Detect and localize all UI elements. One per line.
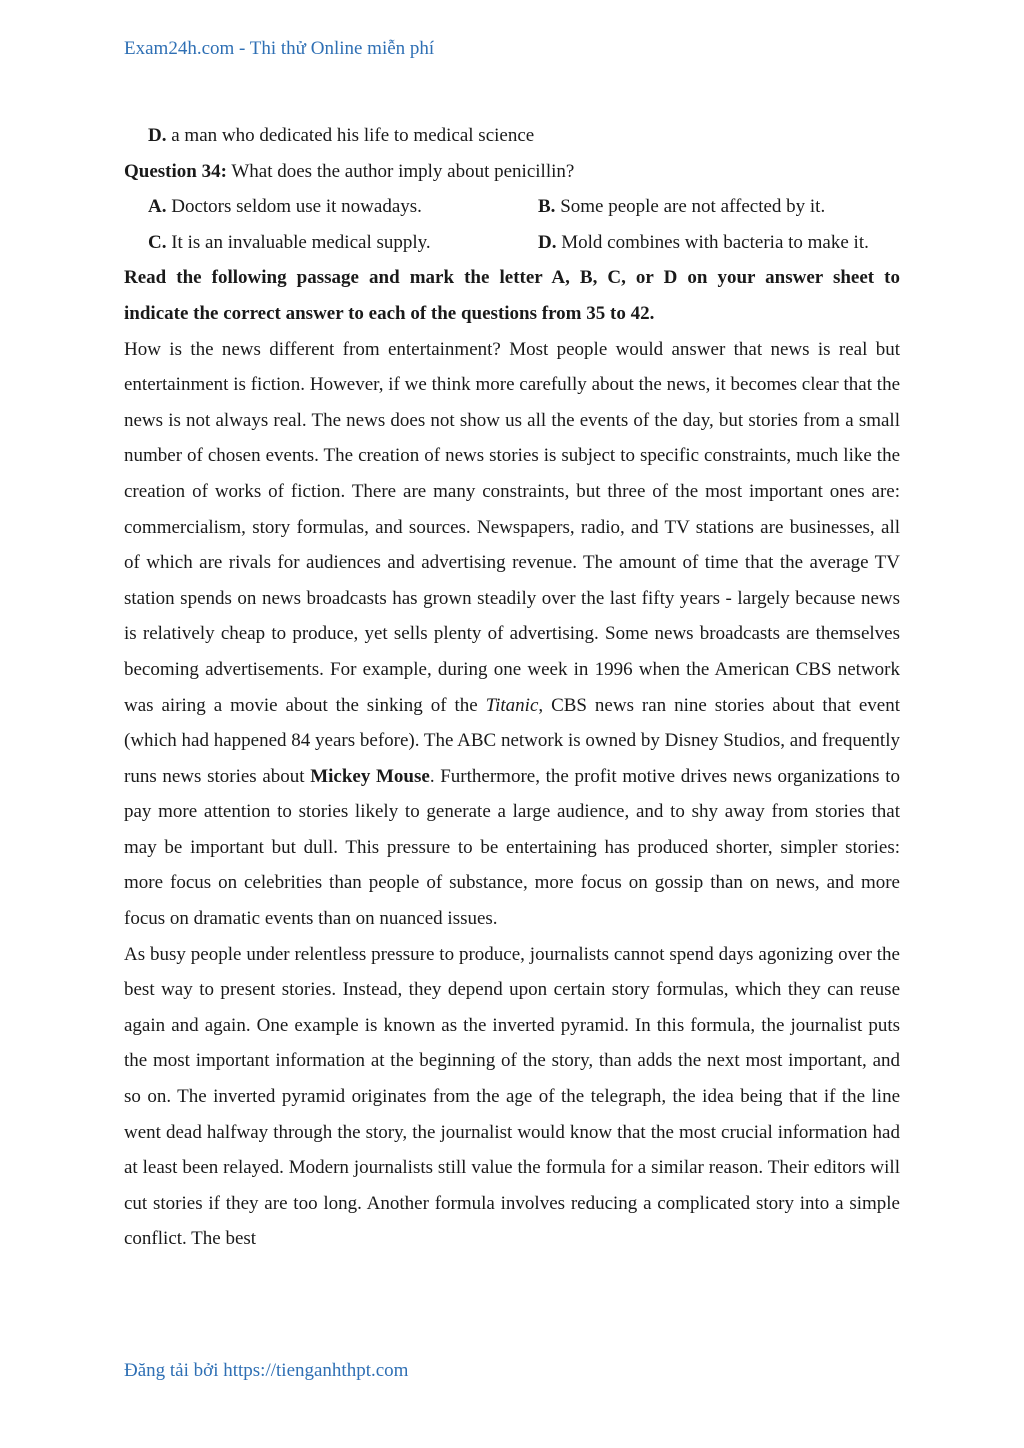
instruction-line-1: Read the following passage and mark the letter A, B, C, or D on your answer sheet to xyxy=(124,267,900,289)
options-row-1 xyxy=(124,189,900,225)
paragraph-text: . Furthermore, the profit motive drives news organizations to pay more attention to stories likely to generate a large audience, and to shy away from stories that may be important but dull. This pressure to be entertaining has produced shorter, simpler stories: more focus on celebrities than people of substance, more focus on gossip than on news, and more focus on dramatic events than on nuanced issues. xyxy=(124,765,900,930)
option-a xyxy=(124,189,538,225)
option-text: Some people are not affected by it. xyxy=(555,196,826,218)
question-34 xyxy=(124,154,900,190)
page-header: Exam24h.com - Thi thử Online miễn phí xyxy=(124,38,435,59)
document-body xyxy=(124,118,900,1257)
option-text: Mold combines with bacteria to make it. xyxy=(556,231,869,253)
option-text: It is an invaluable medical supply. xyxy=(166,231,431,253)
option-b xyxy=(538,189,900,225)
option-text: Doctors seldom use it nowadays. xyxy=(166,196,422,218)
question-text: What does the author imply about penicillin? xyxy=(226,160,575,182)
option-letter: B. xyxy=(538,196,556,218)
option-letter: D. xyxy=(538,231,557,253)
option-d xyxy=(538,225,900,261)
options-row-2 xyxy=(124,225,900,261)
previous-option-d xyxy=(124,118,900,154)
instruction-line-2: indicate the correct answer to each of the questions from 35 to 42. xyxy=(124,302,655,324)
bold-term: Mickey Mouse xyxy=(310,765,430,787)
option-letter: D. xyxy=(148,125,167,146)
question-label: Question 34: xyxy=(124,160,227,182)
italic-title: Titanic xyxy=(485,694,539,716)
option-letter: A. xyxy=(148,196,167,218)
paragraph-text: How is the news different from entertainment? Most people would answer that news is real but entertainment is fiction. However, if we think more carefully about the news, it becomes clear that the news is not always real. The news does not show us all the events of the day, but stories from a small number of chosen events. The creation of news stories is subject to specific constraints, much like the creation of works of fiction. There are many constraints, but three of the most important ones are: commercialism, story formulas, and sources. Newspapers, radio, and TV stations are businesses, all of which are rivals for audiences and advertising revenue. The amount of time that the average TV station spends on news broadcasts has grown steadily over the last fifty years - largely because news is relatively cheap to produce, yet sells plenty of advertising. Some news broadcasts are themselves becoming advertisements. For example, during one week in 1996 when the American CBS network was airing a movie about the sinking of the xyxy=(124,338,900,716)
page-footer: Đăng tải bởi https://tienganhthpt.com xyxy=(124,1360,409,1381)
option-c xyxy=(124,225,538,261)
option-text: a man who dedicated his life to medical science xyxy=(166,125,535,146)
passage-paragraph-1 xyxy=(124,332,900,937)
paragraph-text: , CBS news ran nine stories about that event (which had happened 84 years before). The ABC network is owned by Disney Studios, and frequently runs news stories about xyxy=(124,694,900,787)
passage-paragraph-2: As busy people under relentless pressure to produce, journalists cannot spend days agonizing over the best way to present stories. Instead, they depend upon certain story formulas, which they can reuse again and again. One example is known as the inverted pyramid. In this formula, the journalist puts the most important information at the beginning of the story, than adds the next most important, and so on. The inverted pyramid originates from the age of the telegraph, the idea being that if the line went dead halfway through the story, the journalist would know that the most crucial information had at least been relayed. Modern journalists still value the formula for a similar reason. Their editors will cut stories if they are too long. Another formula involves reducing a complicated story into a simple conflict. The best xyxy=(124,943,900,1250)
option-letter: C. xyxy=(148,231,167,253)
